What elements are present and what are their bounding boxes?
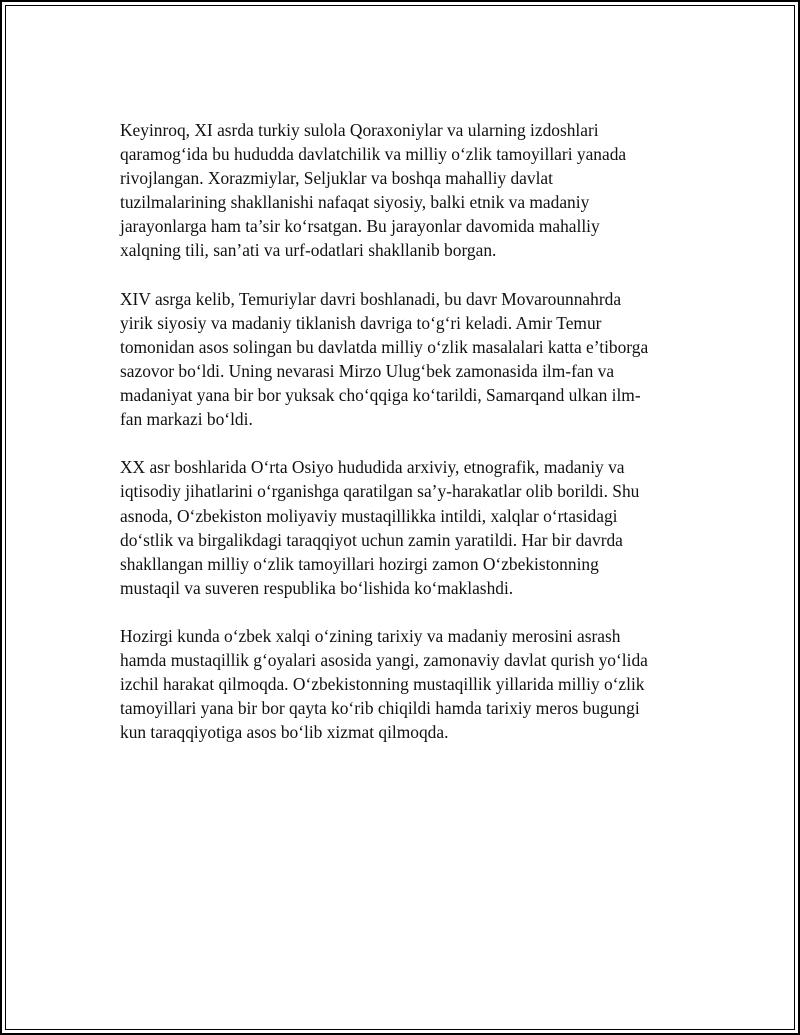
text-line: kun taraqqiyotiga asos bo‘lib xizmat qilmoqda. bbox=[120, 722, 449, 743]
text-line: sazovor bo‘ldi. Uning nevarasi Mirzo Ulug‘bek zamonasida ilm-fan va bbox=[120, 360, 615, 381]
text-line: tomonidan asos solingan bu davlatda milliy o‘zlik masalalari katta e’tiborga bbox=[120, 336, 649, 357]
text-line: jarayonlarga ham ta’sir ko‘rsatgan. Bu jarayonlar davomida mahalliy bbox=[120, 216, 600, 237]
text-line: Hozirgi kunda o‘zbek xalqi o‘zining tarixiy va madaniy merosini asrash bbox=[120, 625, 621, 646]
text-line: xalqning tili, san’ati va urf-odatlari shakllanib borgan. bbox=[120, 240, 497, 261]
paragraph-1 bbox=[120, 118, 680, 263]
text-line: do‘stlik va birgalikdagi taraqqiyot uchun zamin yaratildi. Har bir davrda bbox=[120, 529, 623, 550]
text-line: tamoyillari yana bir bor qayta ko‘rib chiqildi hamda tarixiy meros bugungi bbox=[120, 698, 640, 719]
text-line: Keyinroq, XI asrda turkiy sulola Qoraxoniylar va ularning izdoshlari bbox=[120, 120, 599, 140]
text-line: asnoda, O‘zbekiston moliyaviy mustaqillikka intildi, xalqlar o‘rtasidagi bbox=[120, 505, 618, 526]
text-line: madaniyat yana bir bor yuksak cho‘qqiga ko‘tarildi, Samarqand ulkan ilm- bbox=[120, 385, 641, 406]
text-line: yirik siyosiy va madaniy tiklanish davriga to‘g‘ri keladi. Amir Temur bbox=[120, 312, 602, 333]
text-line: XIV asrga kelib, Temuriylar davri boshlanadi, bu davr Movarounnahrda bbox=[120, 288, 622, 309]
text-line: rivojlangan. Xorazmiylar, Seljuklar va boshqa mahalliy davlat bbox=[120, 168, 553, 189]
text-line: fan markazi bo‘ldi. bbox=[120, 409, 253, 430]
paragraph-4 bbox=[120, 624, 680, 744]
text-line: mustaqil va suveren respublika bo‘lishida ko‘maklashdi. bbox=[120, 577, 514, 598]
text-line: iqtisodiy jihatlarini o‘rganishga qaratilgan sa’y-harakatlar olib borildi. Shu bbox=[120, 481, 640, 502]
document-body bbox=[120, 118, 680, 769]
text-line: tuzilmalarining shakllanishi nafaqat siyosiy, balki etnik va madaniy bbox=[120, 192, 590, 213]
text-line: shakllangan milliy o‘zlik tamoyillari hozirgi zamon O‘zbekistonning bbox=[120, 553, 599, 574]
paragraph-3 bbox=[120, 455, 680, 600]
paragraph-2 bbox=[120, 287, 680, 432]
text-line: XX asr boshlarida O‘rta Osiyo hududida arxiviy, etnografik, madaniy va bbox=[120, 457, 625, 478]
text-line: qaramog‘ida bu hududda davlatchilik va milliy o‘zlik tamoyillari yanada bbox=[120, 144, 627, 165]
text-line: hamda mustaqillik g‘oyalari asosida yangi, zamonaviy davlat qurish yo‘lida bbox=[120, 650, 648, 671]
text-line: izchil harakat qilmoqda. O‘zbekistonning mustaqillik yillarida milliy o‘zlik bbox=[120, 674, 645, 695]
